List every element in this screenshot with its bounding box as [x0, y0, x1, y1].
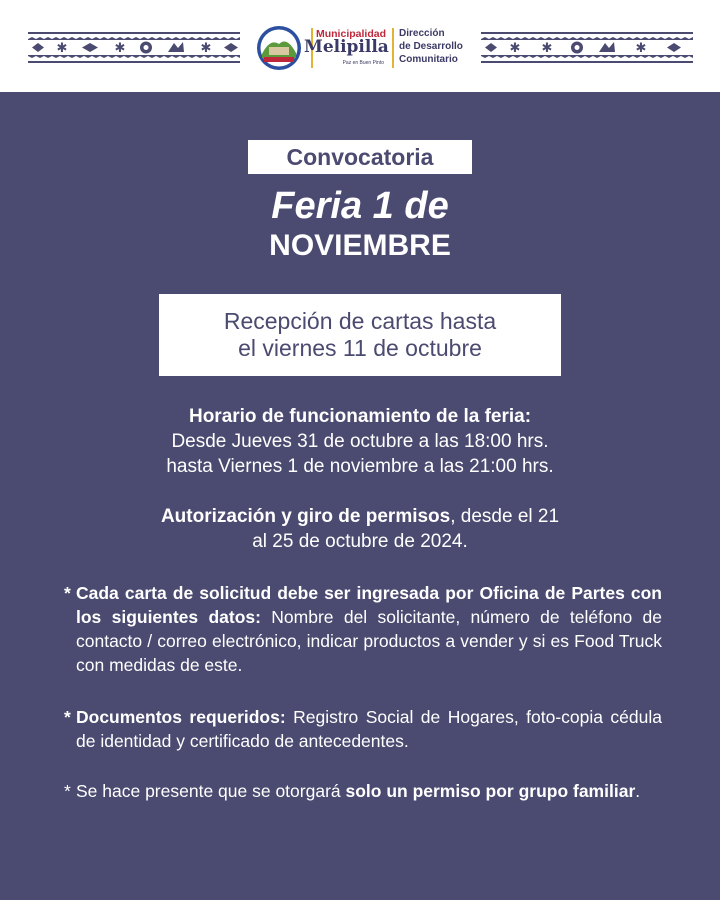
authorization-block: [0, 504, 720, 554]
department-line2: de Desarrollo: [399, 41, 463, 52]
schedule-heading: Horario de funcionamiento de la feria:: [188, 406, 532, 427]
note-asterisk: *: [64, 583, 71, 603]
title-line2: NOVIEMBRE: [269, 229, 451, 262]
org-tagline: Paz en Buen Pinto: [342, 60, 384, 66]
municipal-logo: [256, 24, 466, 72]
note-application-letter: [64, 581, 662, 677]
department-line1: Dirección: [399, 28, 445, 39]
svg-text:✱: ✱: [114, 41, 126, 56]
note-bold-text: Documentos requeridos:: [76, 707, 286, 727]
title-line1: Feria 1 de: [271, 185, 449, 227]
note-required-documents: [64, 705, 662, 753]
org-name-line1: Municipalidad: [315, 28, 386, 40]
schedule-block: [0, 404, 720, 479]
note-asterisk: *: [64, 707, 71, 727]
note-tail: .: [635, 781, 641, 801]
svg-text:✱: ✱: [56, 41, 68, 56]
svg-text:✱: ✱: [635, 41, 647, 56]
svg-text:✱: ✱: [509, 41, 521, 56]
authorization-dates: , desde el 21: [450, 506, 560, 527]
reception-deadline-box: [159, 294, 561, 376]
org-name-line2: Melipilla: [304, 37, 389, 57]
note-bold-text: Cada carta de solicitud debe ser ingresada por Oficina de Partes con los siguientes datos:: [76, 583, 662, 627]
note-text: Se hace presente que se otorgará: [76, 781, 346, 801]
schedule-line1: Desde Jueves 31 de octubre a las 18:00 hrs.: [171, 431, 549, 452]
svg-text:✱: ✱: [541, 41, 553, 56]
decorative-pattern-band-right: [481, 31, 693, 64]
note-text: Nombre del solicitante, número de teléfono de contacto / correo electrónico, indicar productos a vender y si es Food Truck con medidas de este.: [76, 607, 662, 675]
schedule-line2: hasta Viernes 1 de noviembre a las 21:00 hrs.: [166, 456, 554, 477]
authorization-heading: Autorización y giro de permisos: [160, 506, 451, 527]
note-asterisk: *: [64, 781, 71, 801]
header: [0, 0, 720, 92]
svg-text:✱: ✱: [200, 41, 212, 56]
note-bold-text: solo un permiso por grupo familiar: [345, 781, 636, 801]
department-line3: Comunitario: [399, 54, 458, 65]
convocatoria-badge: Convocatoria: [248, 140, 472, 174]
reception-line1: Recepción de cartas hasta: [223, 308, 497, 334]
note-text: Registro Social de Hogares, foto-copia cédula de identidad y certificado de antecedentes.: [76, 707, 662, 751]
reception-line2: el viernes 11 de octubre: [238, 335, 482, 361]
authorization-line2: al 25 de octubre de 2024.: [252, 531, 468, 552]
note-one-permit: [64, 779, 662, 803]
decorative-pattern-band-left: [28, 31, 240, 64]
announcement-body: [0, 92, 720, 900]
